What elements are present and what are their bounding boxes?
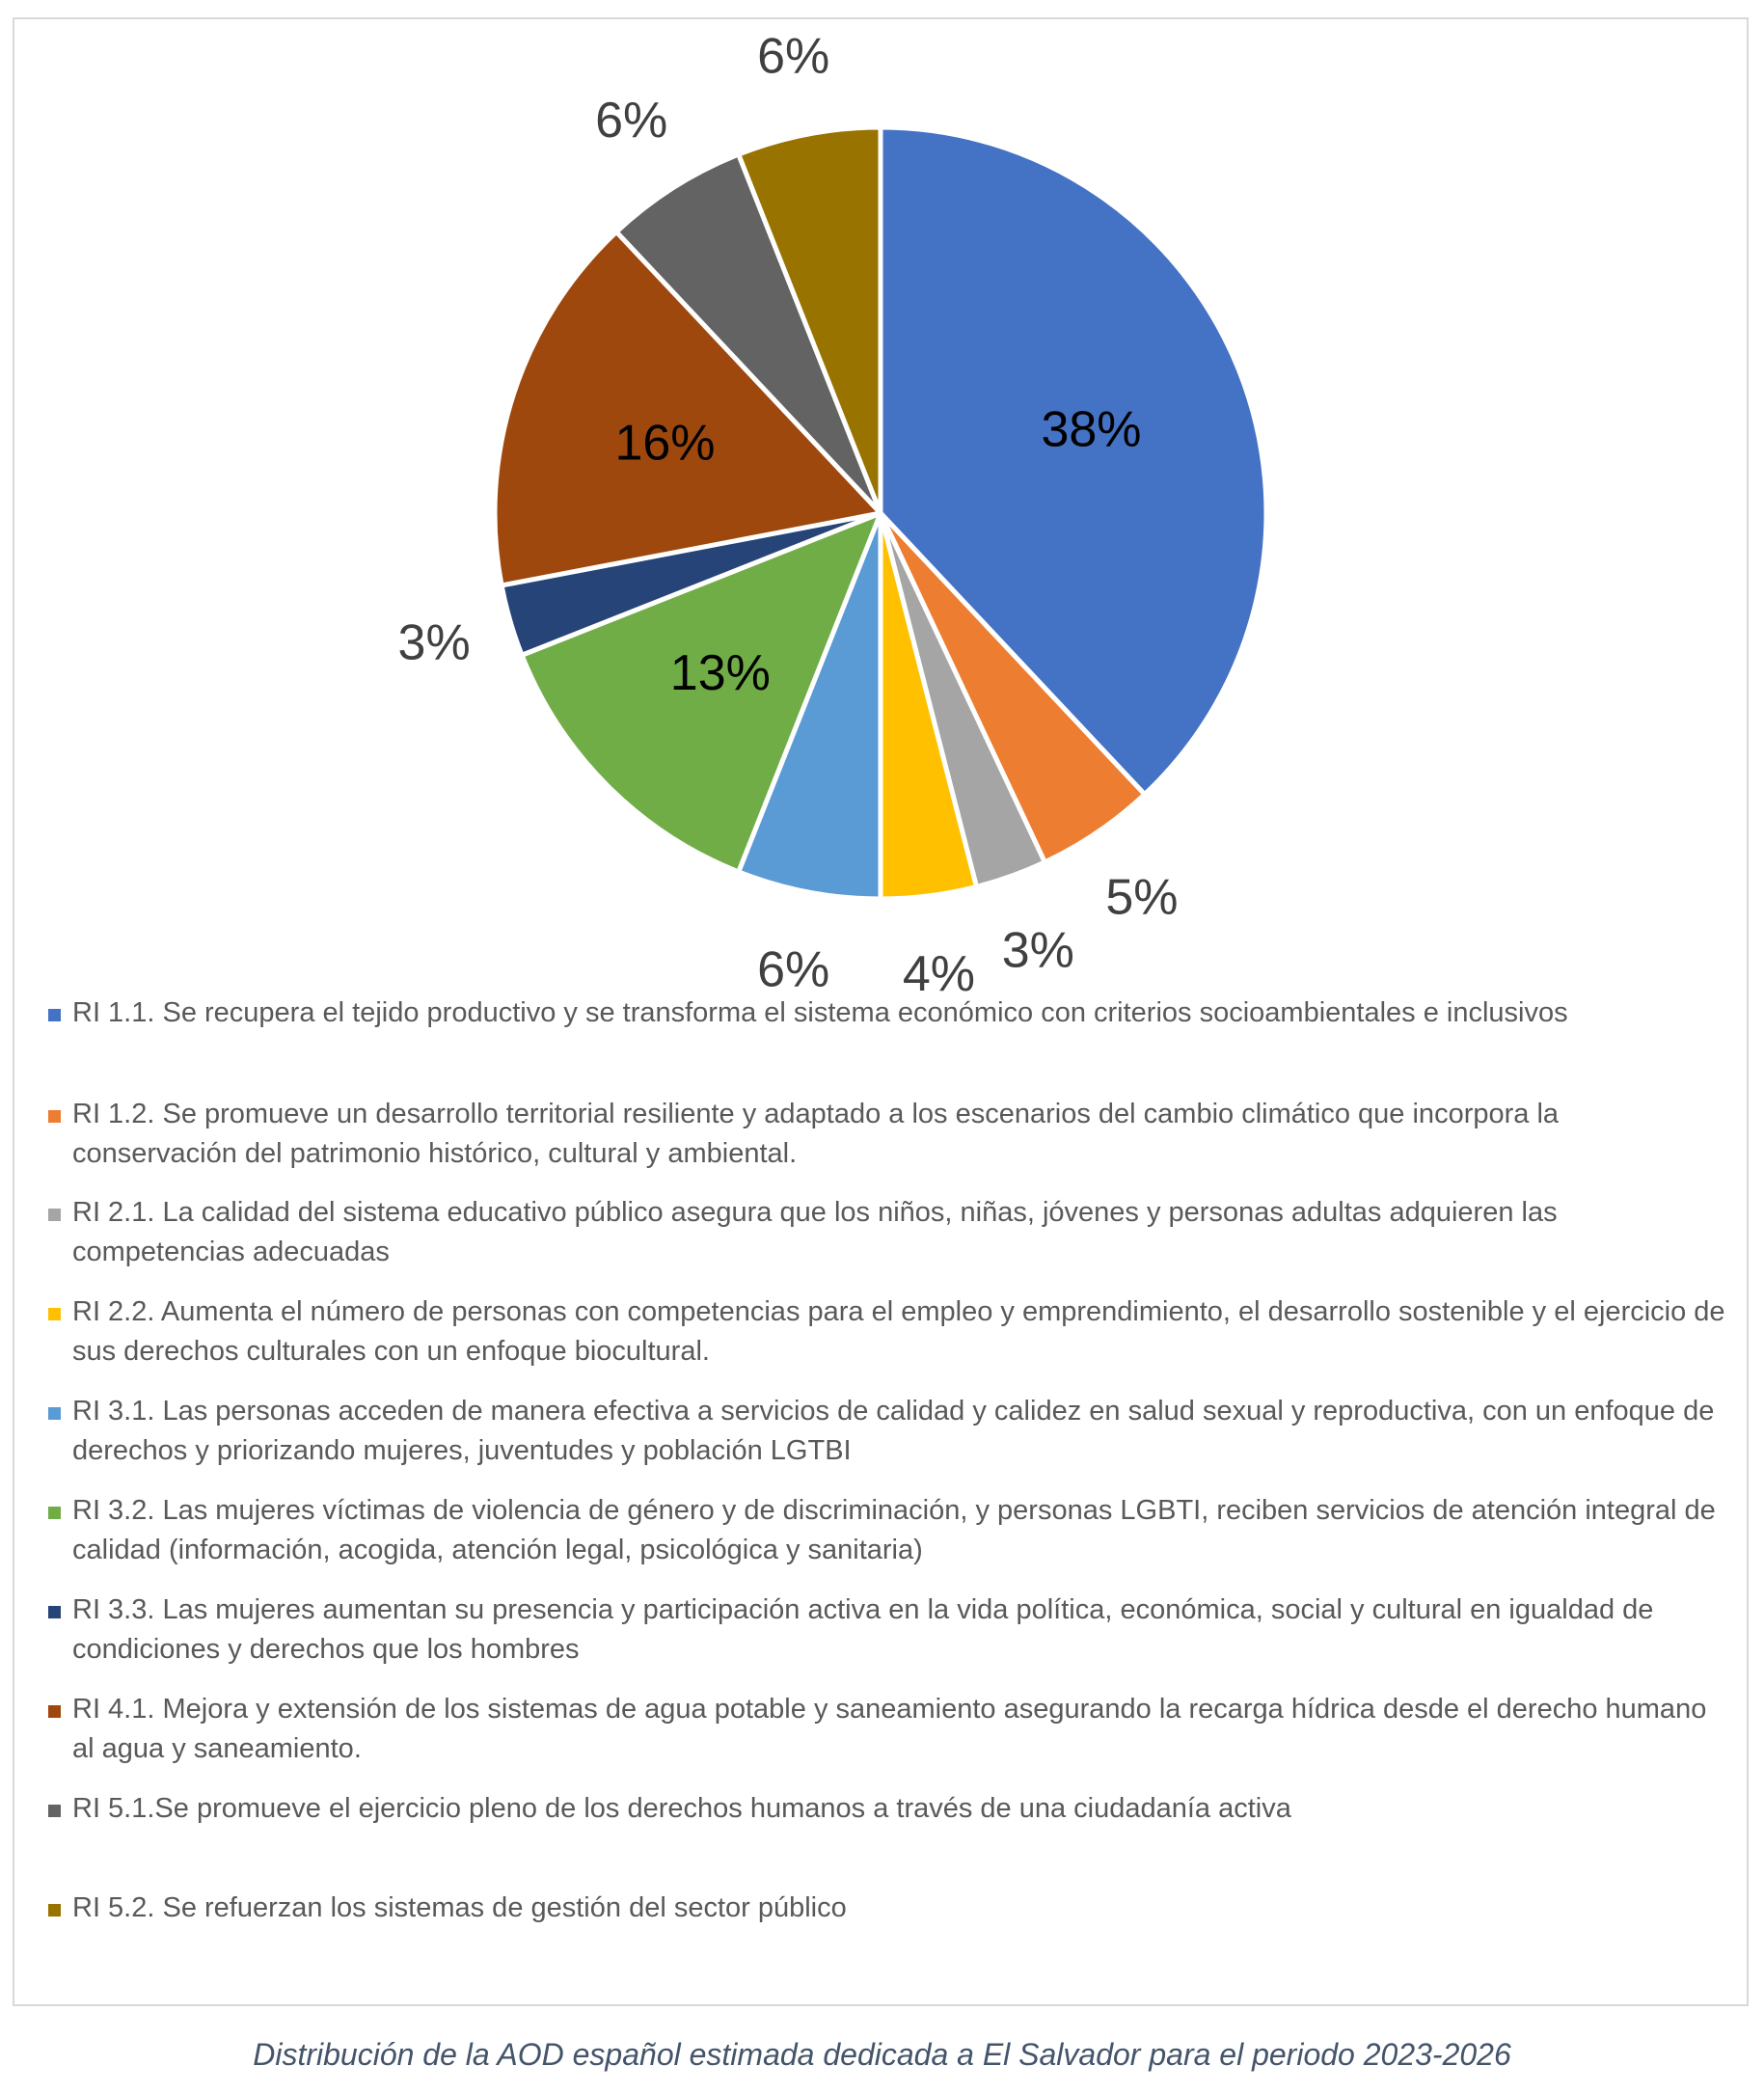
legend-label: RI 3.3. Las mujeres aumentan su presencia y participación activa en la vida política, económica, social y cultural en igualdad de condiciones y derechos que los hombres: [72, 1594, 1654, 1665]
legend-label: RI 3.1. Las personas acceden de manera efectiva a servicios de calidad y calidez en salud sexual y reproductiva, con un enfoque de derechos y priorizando mujeres, juventudes y población LGTBI: [72, 1396, 1715, 1466]
data-label-3: 3%: [1001, 922, 1074, 979]
legend-label: RI 3.2. Las mujeres víctimas de violencia de género y de discriminación, y personas LGBTI, reciben servicios de atención integral de calidad (información, acogida, atención legal, psicológica y sanitaria): [72, 1495, 1716, 1565]
legend-swatch: [48, 1805, 61, 1817]
pie-chart: [0, 0, 1764, 993]
legend-item: [48, 1491, 1726, 1570]
legend-item: [48, 1690, 1726, 1769]
data-label-2: 5%: [1105, 869, 1179, 926]
data-label-9: 6%: [595, 93, 668, 150]
legend-item: [48, 1889, 1726, 1928]
data-label-6: 13%: [669, 645, 771, 702]
data-label-7: 3%: [397, 614, 471, 671]
legend-swatch: [48, 1308, 61, 1320]
legend-swatch: [48, 1009, 61, 1021]
legend-item: [48, 1590, 1726, 1670]
legend-swatch: [48, 1110, 61, 1123]
legend-label: RI 5.1.Se promueve el ejercicio pleno de los derechos humanos a través de una ciudadanía activa: [72, 1793, 1291, 1824]
legend-item: [48, 1095, 1726, 1174]
legend-swatch: [48, 1904, 61, 1916]
legend-swatch: [48, 1705, 61, 1718]
legend-label: RI 1.2. Se promueve un desarrollo territorial resiliente y adaptado a los escenarios del cambio climático que incorpora la conservación del patrimonio histórico, cultural y ambiental.: [72, 1099, 1560, 1169]
legend-swatch: [48, 1507, 61, 1519]
legend-swatch: [48, 1209, 61, 1221]
data-label-8: 16%: [614, 415, 716, 472]
data-label-10: 6%: [757, 28, 830, 85]
legend-swatch: [48, 1606, 61, 1618]
legend-swatch: [48, 1407, 61, 1420]
legend-item: [48, 1789, 1726, 1829]
legend-label: RI 2.1. La calidad del sistema educativo público asegura que los niños, niñas, jóvenes y personas adultas adquieren las competencias adecuadas: [72, 1197, 1558, 1267]
data-label-1: 38%: [1041, 401, 1142, 458]
data-label-5: 6%: [757, 941, 830, 993]
legend-label: RI 4.1. Mejora y extensión de los sistemas de agua potable y saneamiento asegurando la recarga hídrica desde el derecho humano al agua y saneamiento.: [72, 1694, 1707, 1764]
data-label-4: 4%: [902, 946, 975, 993]
legend-label: RI 1.1. Se recupera el tejido productivo y se transforma el sistema económico con criterios socioambientales e inclusivos: [72, 997, 1568, 1028]
legend-item: [48, 993, 1726, 1033]
legend-item: [48, 1392, 1726, 1471]
figure-caption: Distribución de la AOD español estimada dedicada a El Salvador para el periodo 2023-2026: [253, 2037, 1511, 2072]
legend-label: RI 5.2. Se refuerzan los sistemas de gestión del sector público: [72, 1892, 847, 1923]
legend-item: [48, 1193, 1726, 1272]
legend-label: RI 2.2. Aumenta el número de personas con competencias para el empleo y emprendimiento, el desarrollo sostenible y el ejercicio de sus derechos culturales con un enfoque biocultural.: [72, 1296, 1725, 1367]
legend-item: [48, 1292, 1726, 1372]
